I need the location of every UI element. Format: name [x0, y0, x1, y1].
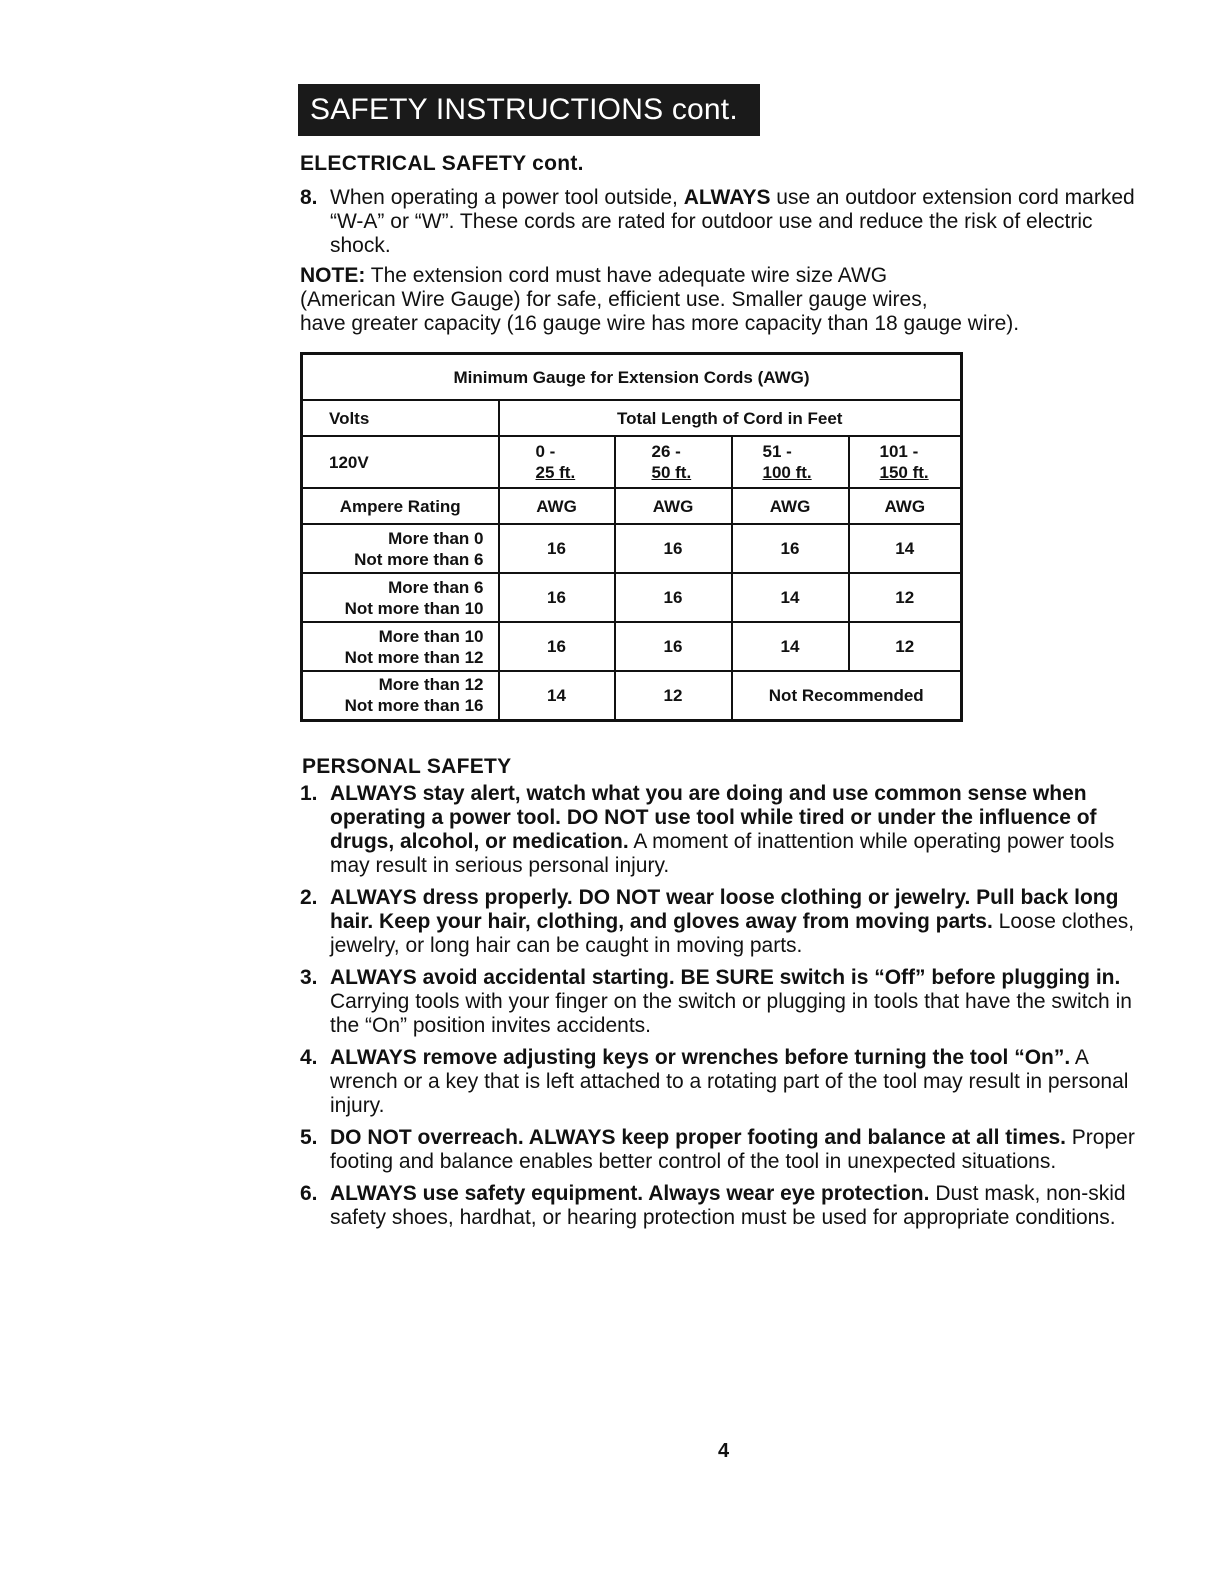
awg-header: AWG: [732, 488, 849, 524]
item-text: When operating a power tool outside, ALWAYS use an outdoor extension cord marked “W-A” or “W”. These cords are rated for outdoor use and reduce the risk of electric shock.: [330, 186, 1135, 257]
page-number: 4: [718, 1440, 730, 1462]
list-item: 5. DO NOT overreach. ALWAYS keep proper footing and balance at all times. Proper footing and balance enables better control of the tool in unexpected situations.: [300, 1126, 1135, 1173]
range-cell: 51 - 100 ft.: [732, 436, 849, 488]
table-row: [302, 573, 962, 622]
ampere-range: More than 6 Not more than 10: [302, 573, 499, 622]
gauge-value: 12: [849, 573, 962, 622]
gauge-value: 16: [732, 524, 849, 573]
voltage-cell: 120V: [302, 436, 499, 488]
table-header-row: [302, 400, 962, 436]
ampere-rating-header: Ampere Rating: [302, 488, 499, 524]
list-item: 1. ALWAYS stay alert, watch what you are doing and use common sense when operating a power tool. DO NOT use tool while tired or under the influence of drugs, alcohol, or medication. A moment of inattention while operating power tools may result in serious personal injury.: [300, 782, 1115, 877]
gauge-value: 16: [615, 524, 732, 573]
awg-header: AWG: [499, 488, 615, 524]
table-row: [302, 671, 962, 720]
list-item: 6. ALWAYS use safety equipment. Always wear eye protection. Dust mask, non-skid safety shoes, hardhat, or hearing protection must be used for appropriate conditions.: [300, 1182, 1126, 1229]
list-item: 3. ALWAYS avoid accidental starting. BE SURE switch is “Off” before plugging in. Carrying tools with your finger on the switch or plugging in tools that have the switch in the “On” position invites accidents.: [300, 966, 1132, 1037]
gauge-value: 16: [499, 524, 615, 573]
gauge-value: 14: [499, 671, 615, 720]
table-caption-row: [302, 354, 962, 401]
ampere-range: More than 12 Not more than 16: [302, 671, 499, 720]
gauge-value: 12: [615, 671, 732, 720]
not-recommended-cell: Not Recommended: [732, 671, 962, 720]
awg-header: AWG: [615, 488, 732, 524]
list-item: 2. ALWAYS dress properly. DO NOT wear loose clothing or jewelry. Pull back long hair. Keep your hair, clothing, and gloves away from moving parts. Loose clothes, jewelry, or long hair can be caught in moving parts.: [300, 886, 1135, 957]
gauge-value: 14: [732, 573, 849, 622]
table-row: [302, 622, 962, 671]
gauge-value: 16: [615, 622, 732, 671]
gauge-value: 12: [849, 622, 962, 671]
gauge-value: 16: [499, 573, 615, 622]
electrical-item-8: [300, 186, 1150, 258]
page-title: SAFETY INSTRUCTIONS cont.: [298, 84, 760, 136]
personal-safety-list: [300, 782, 1150, 1238]
ampere-range: More than 10 Not more than 12: [302, 622, 499, 671]
gauge-value: 14: [849, 524, 962, 573]
awg-header-row: [302, 488, 962, 524]
awg-header: AWG: [849, 488, 962, 524]
gauge-value: 16: [615, 573, 732, 622]
range-cell: 101 - 150 ft.: [849, 436, 962, 488]
ampere-range: More than 0 Not more than 6: [302, 524, 499, 573]
electrical-section: [300, 152, 1150, 336]
note-label: NOTE:: [300, 264, 366, 287]
range-cell: 26 - 50 ft.: [615, 436, 732, 488]
range-cell: 0 - 25 ft.: [499, 436, 615, 488]
electrical-heading: ELECTRICAL SAFETY cont.: [300, 152, 584, 175]
note-paragraph: NOTE: The extension cord must have adequate wire size AWG (American Wire Gauge) for safe, efficient use. Smaller gauge wires, have greater capacity (16 gauge wire has more capacity than 18 gauge wire).: [300, 264, 1020, 335]
gauge-value: 16: [499, 622, 615, 671]
table-row: [302, 524, 962, 573]
personal-safety-heading: PERSONAL SAFETY: [302, 755, 512, 778]
length-header: Total Length of Cord in Feet: [499, 400, 962, 436]
gauge-value: 14: [732, 622, 849, 671]
extension-cord-gauge-table: [300, 352, 963, 722]
table-caption: Minimum Gauge for Extension Cords (AWG): [302, 354, 962, 401]
range-row: [302, 436, 962, 488]
list-item: 4. ALWAYS remove adjusting keys or wrenches before turning the tool “On”. A wrench or a key that is left attached to a rotating part of the tool may result in personal injury.: [300, 1046, 1129, 1117]
volts-header: Volts: [302, 400, 499, 436]
item-number: 8.: [300, 186, 318, 209]
